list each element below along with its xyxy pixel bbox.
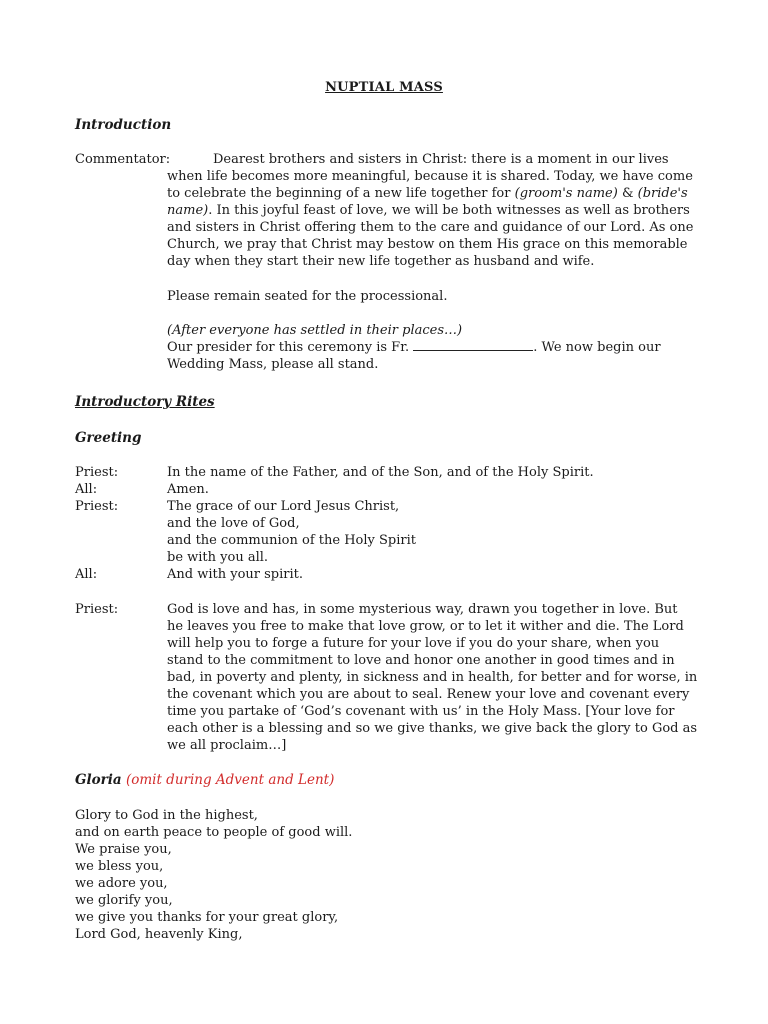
text-line: and on earth peace to people of good will. (75, 825, 353, 840)
text-line: Please remain seated for the processional. (167, 289, 448, 304)
groom-name-placeholder: (groom's name) (514, 186, 618, 201)
dialogue-text: Amen. (167, 482, 209, 497)
dialogue-line (75, 464, 695, 481)
text-line: We praise you, (75, 842, 172, 857)
text-line: we all proclaim…] (167, 738, 287, 753)
text-segment: to celebrate the beginning of a new life together for (167, 186, 515, 201)
text-line: Dearest brothers and sisters in Christ: there is a moment in our lives (213, 152, 669, 167)
text-line: we give you thanks for your great glory, (75, 910, 339, 925)
commentator-text (167, 151, 702, 270)
page-title: NUPTIAL MASS (325, 80, 443, 95)
text-line: we bless you, (75, 859, 164, 874)
dialogue-text: In the name of the Father, and of the Son, and of the Holy Spirit. (167, 465, 594, 480)
dialogue-text: And with your spirit. (167, 567, 303, 582)
gloria-text (75, 807, 695, 943)
stage-note: (After everyone has settled in their places…) (167, 323, 463, 338)
gloria-heading (75, 772, 334, 788)
text-line: Glory to God in the highest, (75, 808, 258, 823)
text-line: the covenant which you are about to seal. Renew your love and covenant every (167, 687, 690, 702)
homily-text (167, 601, 702, 754)
text-line (167, 202, 702, 219)
text-line (167, 339, 702, 356)
greeting-dialogue (75, 464, 695, 584)
presider-name-blank (413, 339, 533, 351)
dialogue-line (75, 566, 695, 583)
dialogue-text: and the communion of the Holy Spirit (167, 533, 416, 548)
text-line: day when they start their new life together as husband and wife. (167, 254, 595, 269)
dialogue-text: and the love of God, (167, 516, 300, 531)
text-line: Church, we pray that Christ may bestow on them His grace on this memorable (167, 237, 688, 252)
text-line: Wedding Mass, please all stand. (167, 357, 379, 372)
text-line: we adore you, (75, 876, 168, 891)
commentator-block (75, 151, 695, 271)
speaker-priest: Priest: (75, 602, 119, 617)
dialogue-line (75, 515, 695, 532)
speaker-commentator: Commentator: (75, 152, 171, 167)
dialogue-line (75, 498, 695, 515)
text-line: bad, in poverty and plenty, in sickness and in health, for better and for worse, in (167, 670, 698, 685)
dialogue-text: be with you all. (167, 550, 269, 565)
text-line: stand to the commitment to love and honor one another in good times and in (167, 653, 675, 668)
text-line: Lord God, heavenly King, (75, 927, 243, 942)
dialogue-line (75, 481, 695, 498)
introductory-rites-heading: Introductory Rites (75, 394, 215, 410)
text-line (167, 185, 702, 202)
gloria-note: (omit during Advent and Lent) (121, 772, 335, 788)
text-segment: & (617, 186, 638, 201)
dialogue-line (75, 549, 695, 566)
text-segment: . We now begin our (533, 340, 661, 355)
dialogue-line (75, 532, 695, 549)
presider-text (167, 322, 702, 373)
speaker: All: (75, 482, 98, 497)
introduction-heading: Introduction (75, 117, 172, 133)
text-line: he leaves you free to make that love grow, or to let it wither and die. The Lord (167, 619, 684, 634)
text-line: we glorify you, (75, 893, 173, 908)
dialogue-text: The grace of our Lord Jesus Christ, (167, 499, 400, 514)
text-line: God is love and has, in some mysterious way, drawn you together in love. But (167, 602, 678, 617)
bride-name-placeholder-cont: name) (167, 203, 209, 218)
text-line: and sisters in Christ offering them to the care and guidance of our Lord. As one (167, 220, 694, 235)
speaker: Priest: (75, 499, 119, 514)
text-segment: . In this joyful feast of love, we will be both witnesses as well as brothers (208, 203, 690, 218)
speaker: All: (75, 567, 98, 582)
presider-block (75, 322, 695, 372)
text-line: when life becomes more meaningful, because it is shared. Today, we have come (167, 169, 693, 184)
text-line: will help you to forge a future for your love if you do your share, when you (167, 636, 660, 651)
priest-homily (75, 601, 698, 756)
greeting-heading: Greeting (75, 430, 142, 446)
gloria-title: Gloria (75, 772, 122, 788)
text-segment: Our presider for this ceremony is Fr. (167, 340, 414, 355)
text-line: each other is a blessing and so we give thanks, we give back the glory to God as (167, 721, 698, 736)
text-line: time you partake of ‘God’s covenant with us’ in the Holy Mass. [Your love for (167, 704, 675, 719)
speaker: Priest: (75, 465, 119, 480)
bride-name-placeholder: (bride's (637, 186, 688, 201)
